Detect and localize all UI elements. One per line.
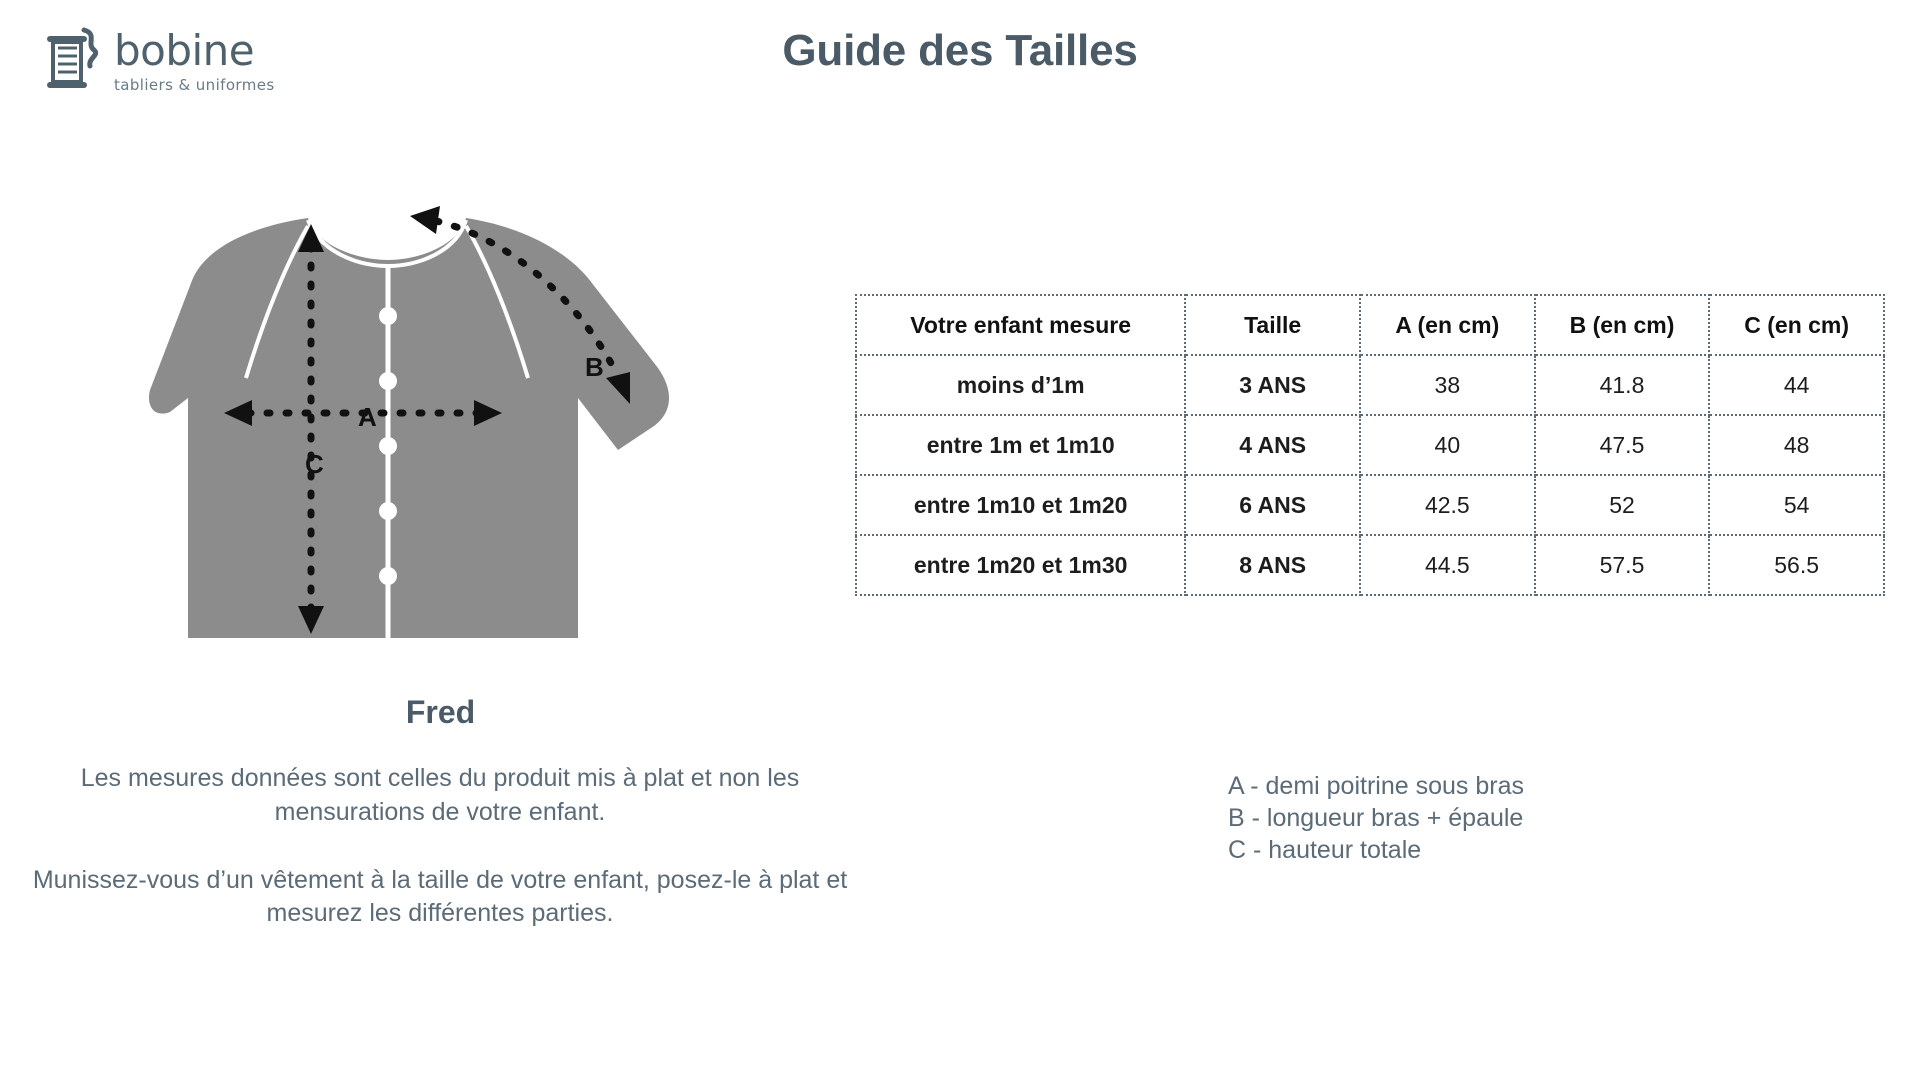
size-table	[855, 294, 1885, 596]
table-header-cell: Votre enfant mesure	[856, 295, 1185, 355]
note-paragraph-1: Les mesures données sont celles du produit mis à plat et non les mensurations de votre enfant.	[80, 764, 800, 826]
legend-item-b: B - longueur bras + épaule	[1228, 804, 1524, 832]
table-header-cell: B (en cm)	[1535, 295, 1710, 355]
page-title: Guide des Tailles	[782, 26, 1138, 75]
brand-name: bobine	[114, 26, 255, 75]
measurement-legend	[1228, 770, 1524, 866]
table-header-row	[856, 295, 1884, 355]
measurement-notes	[20, 762, 860, 931]
table-cell-size: 6 ANS	[1185, 475, 1360, 535]
table-cell-b: 52	[1535, 475, 1710, 535]
legend-item-a: A - demi poitrine sous bras	[1228, 772, 1524, 800]
table-cell-size: 4 ANS	[1185, 415, 1360, 475]
brand-tagline: tabliers & uniformes	[114, 76, 275, 94]
table-header-cell: Taille	[1185, 295, 1360, 355]
table-cell-measure: moins d’1m	[856, 355, 1185, 415]
garment-shape	[149, 218, 669, 638]
label-a: A	[358, 402, 377, 432]
garment-illustration	[58, 168, 823, 668]
product-name: Fred	[405, 694, 476, 730]
table-cell-b: 57.5	[1535, 535, 1710, 595]
note-paragraph-2: Munissez-vous d’un vêtement à la taille de votre enfant, posez-le à plat et mesurez les différentes parties.	[32, 865, 848, 928]
table-cell-c: 56.5	[1709, 535, 1884, 595]
table-cell-a: 38	[1360, 355, 1535, 415]
label-c: C	[305, 449, 324, 479]
table-cell-c: 44	[1709, 355, 1884, 415]
table-row	[856, 535, 1884, 595]
table-cell-a: 44.5	[1360, 535, 1535, 595]
blouse-diagram-svg	[58, 168, 823, 668]
table-header-cell: C (en cm)	[1709, 295, 1884, 355]
table-cell-c: 48	[1709, 415, 1884, 475]
table-cell-size: 3 ANS	[1185, 355, 1360, 415]
table-row	[856, 475, 1884, 535]
table-cell-measure: entre 1m20 et 1m30	[856, 535, 1185, 595]
label-b: B	[585, 352, 604, 382]
table-row	[856, 415, 1884, 475]
table-cell-b: 47.5	[1535, 415, 1710, 475]
table-header-cell: A (en cm)	[1360, 295, 1535, 355]
table-cell-c: 54	[1709, 475, 1884, 535]
table-cell-size: 8 ANS	[1185, 535, 1360, 595]
table-row	[856, 355, 1884, 415]
table-cell-measure: entre 1m10 et 1m20	[856, 475, 1185, 535]
table-cell-measure: entre 1m et 1m10	[856, 415, 1185, 475]
table-cell-a: 42.5	[1360, 475, 1535, 535]
table-cell-a: 40	[1360, 415, 1535, 475]
table-cell-b: 41.8	[1535, 355, 1710, 415]
legend-item-c: C - hauteur totale	[1228, 836, 1422, 864]
